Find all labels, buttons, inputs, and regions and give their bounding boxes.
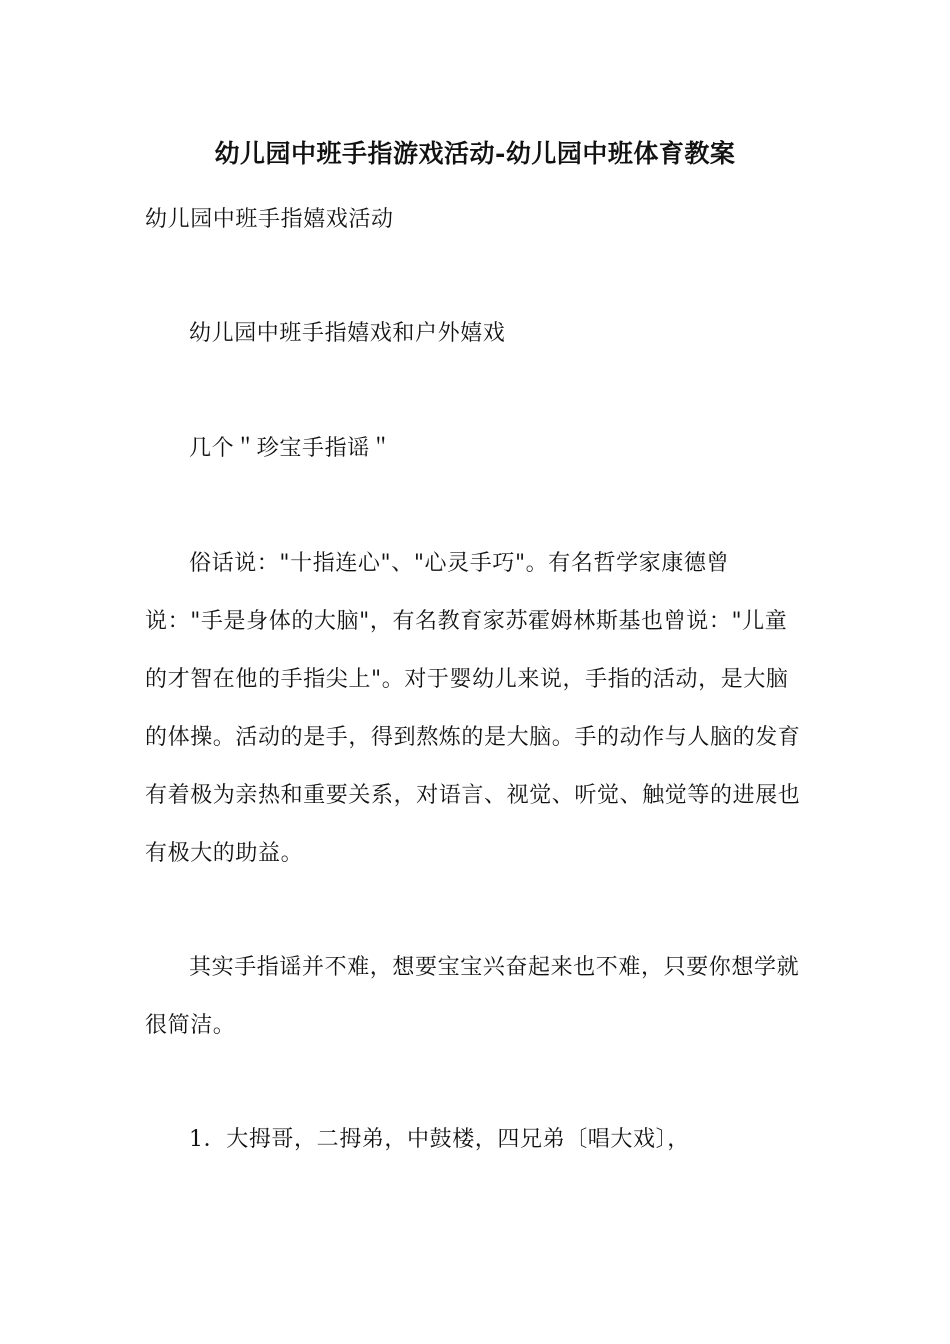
numbered-paragraph: 1．大拇哥，二拇弟，中鼓楼，四兄弟〔唱大戏〕， xyxy=(189,1127,690,1152)
subheading-paragraph: 几个＂珍宝手指谣＂ xyxy=(189,436,393,461)
document-title: 幼儿园中班手指游戏活动-幼儿园中班体育教案 xyxy=(214,139,736,168)
subheading-paragraph: 幼儿园中班手指嬉戏和户外嬉戏 xyxy=(189,321,506,346)
body-paragraph: 俗话说："十指连心"、"心灵手巧"。有名哲学家康德曾说："手是身体的大脑"，有名教育家苏霍姆林斯基也曾说："儿童的才智在他的手指尖上"。对于婴幼儿来说，手指的活动，是大脑的体操。活动的是手，得到熬炼的是大脑。手的动作与人脑的发育有着极为亲热和重要关系，对语言、视觉、听觉、触觉等的进展也有极大的助益。 xyxy=(145,551,801,866)
section-heading: 幼儿园中班手指嬉戏活动 xyxy=(145,207,394,232)
body-paragraph: 其实手指谣并不难，想要宝宝兴奋起来也不难，只要你想学就很简洁。 xyxy=(145,955,800,1038)
